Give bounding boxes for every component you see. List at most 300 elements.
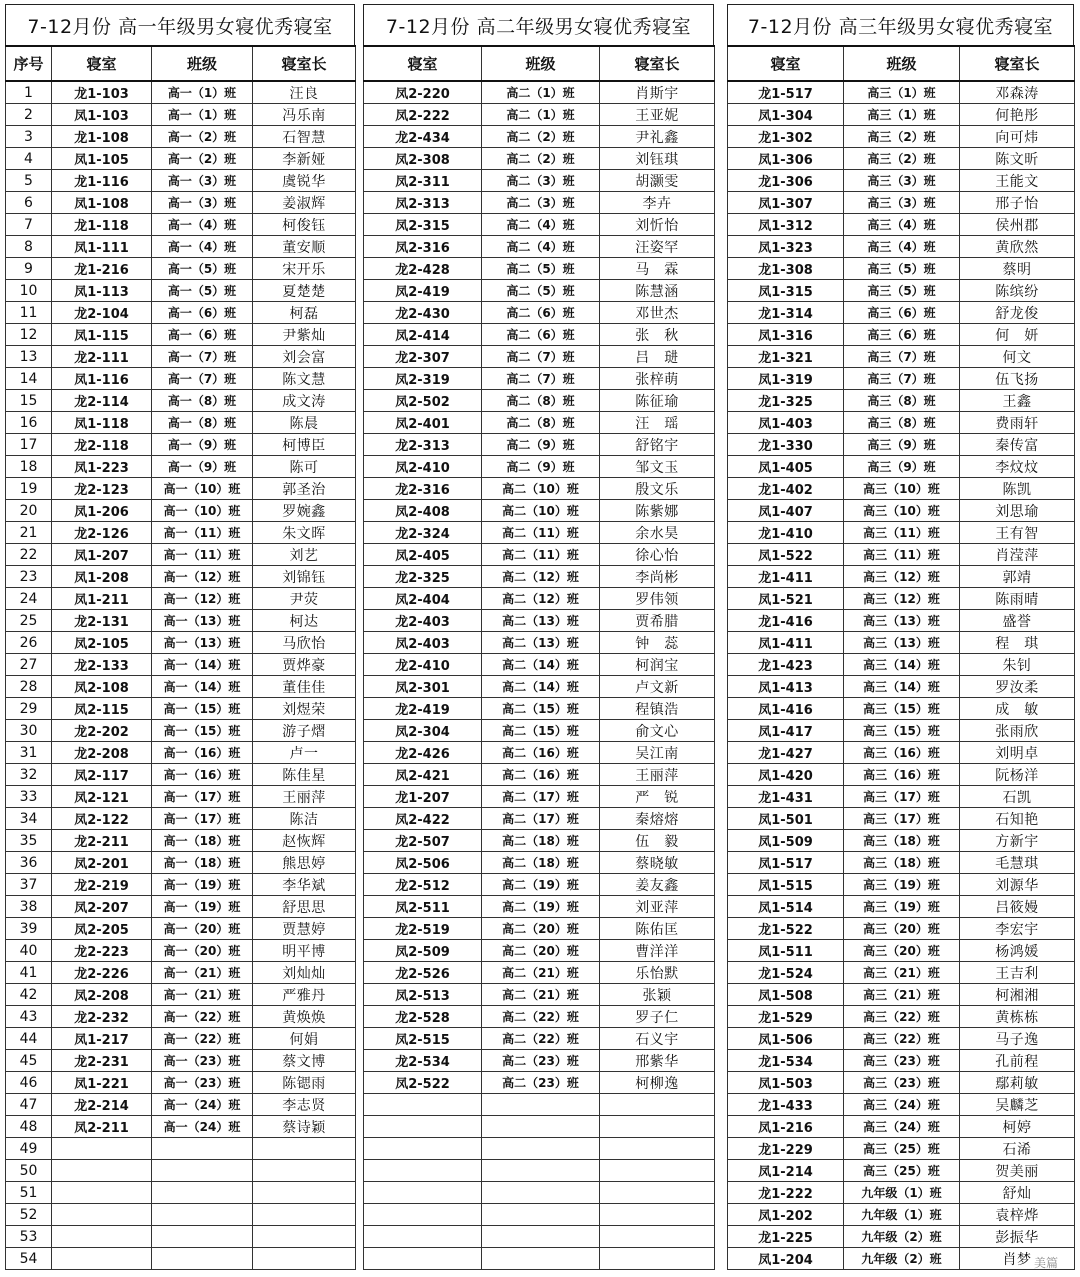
- room-cell: 凤1-206: [52, 500, 152, 522]
- table-row: [6, 830, 356, 852]
- table-row: [6, 786, 356, 808]
- room-cell: 凤1-306: [728, 148, 844, 170]
- room-cell: 龙2-507: [364, 830, 482, 852]
- table-row: [364, 1248, 715, 1270]
- room-cell: 龙2-528: [364, 1006, 482, 1028]
- leader-cell: [253, 1204, 356, 1226]
- class-cell: 高三（11）班: [844, 544, 960, 566]
- room-cell: 凤1-514: [728, 896, 844, 918]
- room-cell: 凤1-420: [728, 764, 844, 786]
- leader-cell: 汪姿罕: [600, 236, 715, 258]
- leader-cell: 刘钰琪: [600, 148, 715, 170]
- room-cell: 凤1-521: [728, 588, 844, 610]
- class-cell: 高三（25）班: [844, 1138, 960, 1160]
- class-cell: 高一（13）班: [152, 632, 253, 654]
- table-row: [6, 302, 356, 324]
- class-cell: 高三（16）班: [844, 764, 960, 786]
- class-cell: 高三（17）班: [844, 786, 960, 808]
- leader-cell: 严 锐: [600, 786, 715, 808]
- leader-cell: 陈紫娜: [600, 500, 715, 522]
- class-cell: 高三（19）班: [844, 874, 960, 896]
- class-cell: 高三（13）班: [844, 632, 960, 654]
- award-table: [5, 45, 356, 1270]
- class-cell: 高一（18）班: [152, 852, 253, 874]
- table-row: [6, 588, 356, 610]
- room-cell: [52, 1248, 152, 1270]
- table-row: [6, 126, 356, 148]
- class-cell: 高三（22）班: [844, 1006, 960, 1028]
- leader-cell: [253, 1226, 356, 1248]
- room-cell: 龙2-410: [364, 654, 482, 676]
- room-cell: 龙1-222: [728, 1182, 844, 1204]
- room-cell: 凤1-319: [728, 368, 844, 390]
- table-row: [728, 192, 1075, 214]
- leader-cell: 王丽萍: [600, 764, 715, 786]
- room-cell: 凤2-122: [52, 808, 152, 830]
- row-number: 14: [6, 368, 52, 390]
- row-number: 28: [6, 676, 52, 698]
- room-cell: 凤1-214: [728, 1160, 844, 1182]
- class-cell: 高一（10）班: [152, 500, 253, 522]
- leader-cell: 尹礼鑫: [600, 126, 715, 148]
- table-row: [728, 434, 1075, 456]
- table-row: [364, 544, 715, 566]
- table-row: [364, 1204, 715, 1226]
- class-cell: [482, 1160, 600, 1182]
- leader-cell: 陈慧涵: [600, 280, 715, 302]
- room-cell: 龙2-426: [364, 742, 482, 764]
- room-cell: 龙1-402: [728, 478, 844, 500]
- leader-cell: 向可炜: [960, 126, 1075, 148]
- leader-cell: 尹荧: [253, 588, 356, 610]
- table-row: [728, 302, 1075, 324]
- class-cell: 高二（16）班: [482, 764, 600, 786]
- leader-cell: 郭靖: [960, 566, 1075, 588]
- class-cell: 高一（4）班: [152, 214, 253, 236]
- table-row: [6, 632, 356, 654]
- leader-cell: 秦传富: [960, 434, 1075, 456]
- room-cell: 龙1-207: [364, 786, 482, 808]
- table-row: [728, 1094, 1075, 1116]
- row-number: 19: [6, 478, 52, 500]
- leader-cell: [253, 1138, 356, 1160]
- room-cell: [52, 1182, 152, 1204]
- section-title: 7-12月份 高三年级男女寝优秀寝室: [727, 4, 1074, 45]
- table-row: [364, 412, 715, 434]
- table-row: [6, 170, 356, 192]
- class-cell: 高三（14）班: [844, 676, 960, 698]
- leader-cell: 王能文: [960, 170, 1075, 192]
- room-cell: 龙1-524: [728, 962, 844, 984]
- room-cell: 龙2-430: [364, 302, 482, 324]
- table-row: [6, 478, 356, 500]
- table-row: [364, 500, 715, 522]
- room-cell: 龙2-324: [364, 522, 482, 544]
- leader-cell: 宋开乐: [253, 258, 356, 280]
- leader-cell: 王鑫: [960, 390, 1075, 412]
- room-cell: 龙1-216: [52, 258, 152, 280]
- table-row: [728, 1248, 1075, 1270]
- section-3: [727, 4, 1074, 1270]
- leader-cell: 邓世杰: [600, 302, 715, 324]
- table-row: [364, 192, 715, 214]
- row-number: 43: [6, 1006, 52, 1028]
- leader-cell: 马 霖: [600, 258, 715, 280]
- room-cell: 凤2-414: [364, 324, 482, 346]
- leader-cell: 毛慧琪: [960, 852, 1075, 874]
- table-row: [728, 214, 1075, 236]
- class-cell: [152, 1248, 253, 1270]
- room-cell: 龙1-308: [728, 258, 844, 280]
- room-cell: 凤2-419: [364, 280, 482, 302]
- leader-cell: [600, 1116, 715, 1138]
- table-row: [364, 104, 715, 126]
- table-row: [728, 456, 1075, 478]
- leader-cell: 李华斌: [253, 874, 356, 896]
- leader-cell: 刘亚萍: [600, 896, 715, 918]
- table-row: [6, 874, 356, 896]
- header-room: 寝室: [52, 46, 152, 81]
- room-cell: 龙1-427: [728, 742, 844, 764]
- room-cell: 凤2-410: [364, 456, 482, 478]
- class-cell: 高三（14）班: [844, 654, 960, 676]
- leader-cell: [600, 1248, 715, 1270]
- room-cell: [364, 1094, 482, 1116]
- class-cell: 高三（15）班: [844, 698, 960, 720]
- class-cell: [482, 1226, 600, 1248]
- room-cell: 凤1-113: [52, 280, 152, 302]
- leader-cell: 陈佳星: [253, 764, 356, 786]
- row-number: 8: [6, 236, 52, 258]
- table-row: [728, 654, 1075, 676]
- class-cell: 高一（23）班: [152, 1050, 253, 1072]
- class-cell: 高一（8）班: [152, 412, 253, 434]
- table-row: [364, 918, 715, 940]
- leader-cell: 张雨欣: [960, 720, 1075, 742]
- room-cell: 凤2-513: [364, 984, 482, 1006]
- table-row: [728, 742, 1075, 764]
- table-row: [6, 412, 356, 434]
- class-cell: 高一（15）班: [152, 720, 253, 742]
- room-cell: 凤2-316: [364, 236, 482, 258]
- class-cell: 高一（21）班: [152, 984, 253, 1006]
- leader-cell: 张 秋: [600, 324, 715, 346]
- leader-cell: 刘煜荣: [253, 698, 356, 720]
- leader-cell: 柯湘湘: [960, 984, 1075, 1006]
- row-number: 50: [6, 1160, 52, 1182]
- table-row: [364, 654, 715, 676]
- row-number: 35: [6, 830, 52, 852]
- class-cell: 高一（21）班: [152, 962, 253, 984]
- table-row: [728, 1204, 1075, 1226]
- room-cell: 凤1-411: [728, 632, 844, 654]
- section-title: 7-12月份 高一年级男女寝优秀寝室: [5, 4, 355, 45]
- table-row: [364, 236, 715, 258]
- room-cell: 龙1-108: [52, 126, 152, 148]
- room-cell: 龙2-133: [52, 654, 152, 676]
- leader-cell: 吕 琎: [600, 346, 715, 368]
- table-row: [728, 940, 1075, 962]
- table-row: [6, 852, 356, 874]
- leader-cell: [600, 1204, 715, 1226]
- table-row: [728, 1226, 1075, 1248]
- class-cell: 高二（14）班: [482, 676, 600, 698]
- room-cell: 龙1-321: [728, 346, 844, 368]
- room-cell: 龙1-330: [728, 434, 844, 456]
- leader-cell: 李尚彬: [600, 566, 715, 588]
- room-cell: 凤2-405: [364, 544, 482, 566]
- room-cell: [364, 1248, 482, 1270]
- table-row: [728, 764, 1075, 786]
- table-row: [728, 632, 1075, 654]
- table-row: [364, 258, 715, 280]
- class-cell: 高一（22）班: [152, 1028, 253, 1050]
- row-number: 36: [6, 852, 52, 874]
- class-cell: 高二（13）班: [482, 610, 600, 632]
- class-cell: 高一（11）班: [152, 544, 253, 566]
- leader-cell: 李新娅: [253, 148, 356, 170]
- room-cell: 龙1-229: [728, 1138, 844, 1160]
- section-title: 7-12月份 高二年级男女寝优秀寝室: [363, 4, 714, 45]
- award-table: [363, 45, 715, 1270]
- leader-cell: 李志贤: [253, 1094, 356, 1116]
- class-cell: 高一（17）班: [152, 786, 253, 808]
- room-cell: 龙2-325: [364, 566, 482, 588]
- leader-cell: 黄焕焕: [253, 1006, 356, 1028]
- room-cell: 龙2-512: [364, 874, 482, 896]
- table-row: [728, 896, 1075, 918]
- row-number: 20: [6, 500, 52, 522]
- class-cell: 高三（6）班: [844, 324, 960, 346]
- leader-cell: 刘明卓: [960, 742, 1075, 764]
- room-cell: 龙1-225: [728, 1226, 844, 1248]
- row-number: 53: [6, 1226, 52, 1248]
- row-number: 16: [6, 412, 52, 434]
- row-number: 11: [6, 302, 52, 324]
- class-cell: 高二（8）班: [482, 412, 600, 434]
- table-row: [364, 1160, 715, 1182]
- class-cell: 高一（5）班: [152, 258, 253, 280]
- room-cell: 龙2-123: [52, 478, 152, 500]
- room-cell: 凤1-508: [728, 984, 844, 1006]
- table-row: [6, 1050, 356, 1072]
- room-cell: 凤2-121: [52, 786, 152, 808]
- table-row: [6, 214, 356, 236]
- room-cell: 凤1-515: [728, 874, 844, 896]
- leader-cell: 乐怡默: [600, 962, 715, 984]
- room-cell: 龙1-433: [728, 1094, 844, 1116]
- leader-cell: 石义宇: [600, 1028, 715, 1050]
- room-cell: 凤1-316: [728, 324, 844, 346]
- room-cell: 龙2-223: [52, 940, 152, 962]
- class-cell: 高一（17）班: [152, 808, 253, 830]
- table-row: [6, 456, 356, 478]
- class-cell: 高二（23）班: [482, 1050, 600, 1072]
- room-cell: 凤1-506: [728, 1028, 844, 1050]
- room-cell: 凤2-319: [364, 368, 482, 390]
- table-row: [364, 566, 715, 588]
- leader-cell: 严雅丹: [253, 984, 356, 1006]
- class-cell: 高二（21）班: [482, 984, 600, 1006]
- row-number: 54: [6, 1248, 52, 1270]
- room-cell: 凤1-501: [728, 808, 844, 830]
- leader-cell: 贺美丽: [960, 1160, 1075, 1182]
- room-cell: 凤2-311: [364, 170, 482, 192]
- room-cell: 凤1-202: [728, 1204, 844, 1226]
- leader-cell: 舒思思: [253, 896, 356, 918]
- leader-cell: 汪 瑶: [600, 412, 715, 434]
- header-row: [728, 46, 1075, 81]
- table-row: [6, 148, 356, 170]
- row-number: 17: [6, 434, 52, 456]
- room-cell: 凤1-208: [52, 566, 152, 588]
- room-cell: 龙2-231: [52, 1050, 152, 1072]
- room-cell: 凤2-408: [364, 500, 482, 522]
- class-cell: 高三（3）班: [844, 192, 960, 214]
- leader-cell: 刘艺: [253, 544, 356, 566]
- table-row: [6, 1182, 356, 1204]
- class-cell: 高三（24）班: [844, 1094, 960, 1116]
- room-cell: 凤1-417: [728, 720, 844, 742]
- table-row: [364, 786, 715, 808]
- room-cell: [364, 1116, 482, 1138]
- table-row: [728, 368, 1075, 390]
- room-cell: [364, 1138, 482, 1160]
- class-cell: 高二（4）班: [482, 214, 600, 236]
- class-cell: 高二（15）班: [482, 720, 600, 742]
- row-number: 29: [6, 698, 52, 720]
- table-row: [364, 742, 715, 764]
- table-row: [364, 1050, 715, 1072]
- class-cell: 高一（7）班: [152, 346, 253, 368]
- header-seq: 序号: [6, 46, 52, 81]
- table-row: [728, 698, 1075, 720]
- leader-cell: 陈雨晴: [960, 588, 1075, 610]
- class-cell: 高三（15）班: [844, 720, 960, 742]
- leader-cell: 刘忻怡: [600, 214, 715, 236]
- room-cell: 凤1-111: [52, 236, 152, 258]
- row-number: 48: [6, 1116, 52, 1138]
- class-cell: 高三（23）班: [844, 1050, 960, 1072]
- row-number: 4: [6, 148, 52, 170]
- leader-cell: 刘锦钰: [253, 566, 356, 588]
- table-row: [364, 940, 715, 962]
- table-row: [6, 324, 356, 346]
- table-row: [364, 852, 715, 874]
- class-cell: 高一（3）班: [152, 192, 253, 214]
- table-row: [364, 632, 715, 654]
- table-row: [364, 962, 715, 984]
- table-row: [6, 1072, 356, 1094]
- row-number: 52: [6, 1204, 52, 1226]
- leader-cell: 姜友鑫: [600, 874, 715, 896]
- class-cell: 高二（20）班: [482, 918, 600, 940]
- class-cell: 高二（8）班: [482, 390, 600, 412]
- class-cell: 高二（10）班: [482, 478, 600, 500]
- class-cell: 高二（7）班: [482, 368, 600, 390]
- table-row: [728, 1072, 1075, 1094]
- table-row: [728, 346, 1075, 368]
- class-cell: 高二（16）班: [482, 742, 600, 764]
- leader-cell: 何艳彤: [960, 104, 1075, 126]
- class-cell: 高三（12）班: [844, 566, 960, 588]
- class-cell: 高一（7）班: [152, 368, 253, 390]
- table-row: [6, 676, 356, 698]
- room-cell: 凤2-502: [364, 390, 482, 412]
- room-cell: 凤1-517: [728, 852, 844, 874]
- award-table: [727, 45, 1075, 1270]
- table-row: [728, 1006, 1075, 1028]
- class-cell: 高一（12）班: [152, 588, 253, 610]
- class-cell: 高一（16）班: [152, 764, 253, 786]
- table-row: [364, 588, 715, 610]
- room-cell: 凤1-108: [52, 192, 152, 214]
- table-row: [6, 984, 356, 1006]
- header-room: 寝室: [364, 46, 482, 81]
- room-cell: 龙1-411: [728, 566, 844, 588]
- table-row: [364, 81, 715, 104]
- table-row: [364, 1006, 715, 1028]
- row-number: 39: [6, 918, 52, 940]
- leader-cell: 秦熔熔: [600, 808, 715, 830]
- room-cell: 凤2-117: [52, 764, 152, 786]
- class-cell: 高三（8）班: [844, 390, 960, 412]
- leader-cell: 伍飞扬: [960, 368, 1075, 390]
- leader-cell: 汪良: [253, 81, 356, 104]
- class-cell: 高二（9）班: [482, 456, 600, 478]
- room-cell: 凤2-211: [52, 1116, 152, 1138]
- room-cell: 龙1-103: [52, 81, 152, 104]
- table-row: [364, 764, 715, 786]
- room-cell: 龙2-428: [364, 258, 482, 280]
- class-cell: 高三（10）班: [844, 500, 960, 522]
- table-row: [364, 1072, 715, 1094]
- leader-cell: 袁梓烨: [960, 1204, 1075, 1226]
- row-number: 25: [6, 610, 52, 632]
- leader-cell: 马欣怡: [253, 632, 356, 654]
- table-row: [728, 676, 1075, 698]
- table-row: [728, 830, 1075, 852]
- leader-cell: 伍 毅: [600, 830, 715, 852]
- class-cell: 高三（5）班: [844, 258, 960, 280]
- table-row: [6, 236, 356, 258]
- room-cell: 龙2-307: [364, 346, 482, 368]
- class-cell: 高二（5）班: [482, 258, 600, 280]
- leader-cell: 柯博臣: [253, 434, 356, 456]
- class-cell: [152, 1226, 253, 1248]
- row-number: 1: [6, 81, 52, 104]
- leader-cell: 肖滢萍: [960, 544, 1075, 566]
- row-number: 23: [6, 566, 52, 588]
- room-cell: 龙1-416: [728, 610, 844, 632]
- table-row: [364, 1028, 715, 1050]
- class-cell: 高一（9）班: [152, 434, 253, 456]
- row-number: 30: [6, 720, 52, 742]
- table-row: [6, 390, 356, 412]
- leader-cell: 曹洋洋: [600, 940, 715, 962]
- room-cell: 凤1-118: [52, 412, 152, 434]
- room-cell: 凤2-522: [364, 1072, 482, 1094]
- leader-cell: 石智慧: [253, 126, 356, 148]
- leader-cell: 陈锶雨: [253, 1072, 356, 1094]
- table-row: [728, 852, 1075, 874]
- room-cell: 龙1-522: [728, 918, 844, 940]
- class-cell: 高一（24）班: [152, 1094, 253, 1116]
- leader-cell: 彭振华: [960, 1226, 1075, 1248]
- room-cell: 凤2-511: [364, 896, 482, 918]
- leader-cell: 陈文昕: [960, 148, 1075, 170]
- class-cell: 高一（9）班: [152, 456, 253, 478]
